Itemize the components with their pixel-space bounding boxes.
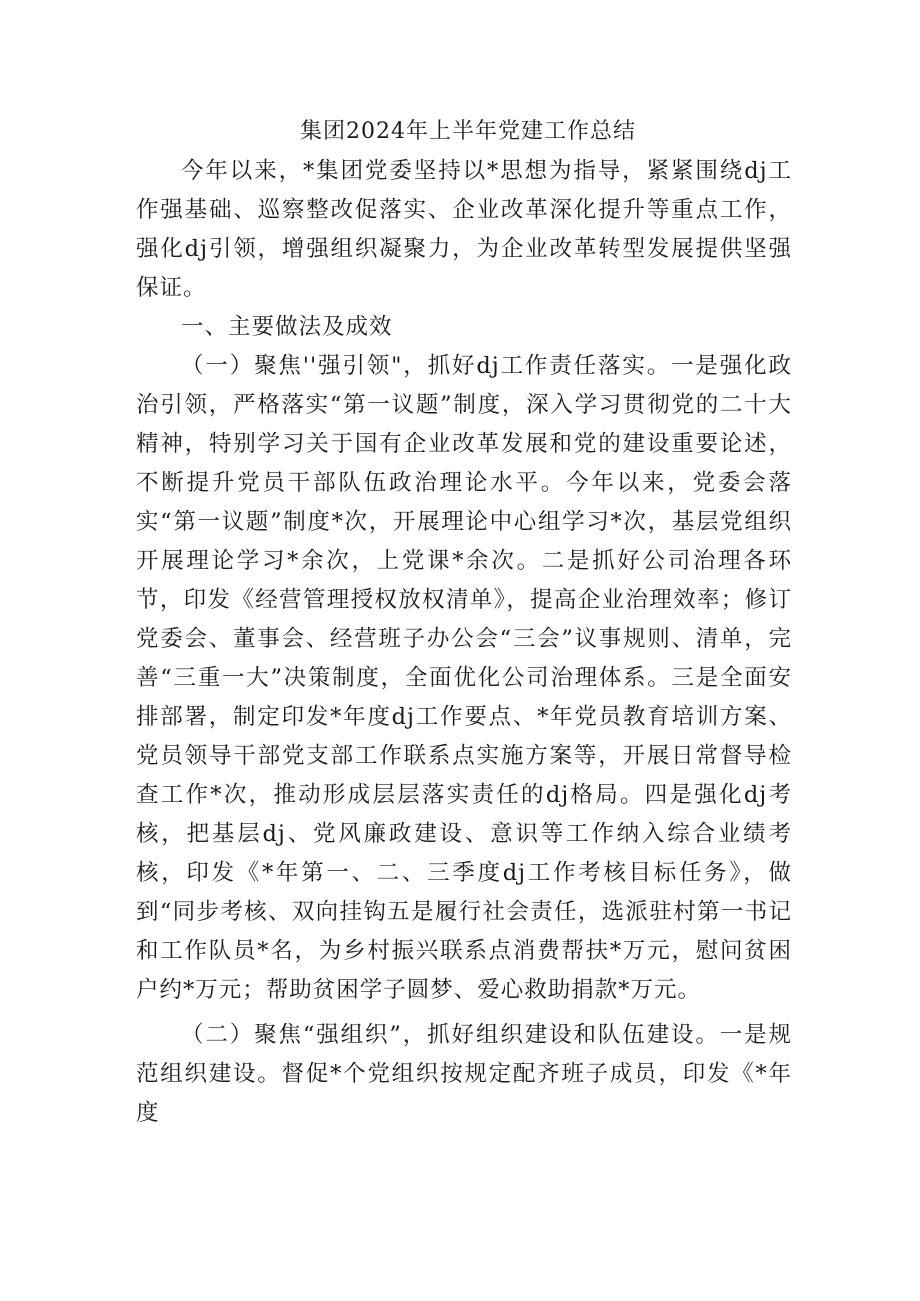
paragraph-organization: （二）聚焦“强组织”，抓好组织建设和队伍建设。一是规范组织建设。督促*个党组织按规定配齐班子成员，印发《*年度 — [136, 1022, 792, 1126]
document-title: 集团2024年上半年党建工作总结 — [300, 119, 636, 144]
section-heading: 一、主要做法及成效 — [181, 314, 393, 340]
paragraph-leadership: （一）聚焦''强引领"，抓好dj工作责任落实。一是强化政治引领，严格落实“第一议题”制度，深入学习贯彻党的二十大精神，特别学习关于国有企业改革发展和党的建设重要论述，不断提升党员干部队伍政治理论水平。今年以来，党委会落实“第一议题”制度*次，开展理论中心组学习*次，基层党组织开展理论学习*余次，上党课*余次。二是抓好公司治理各环节，印发《经营管理授权放权清单》，提高企业治理效率；修订党委会、董事会、经营班子办公会“三会”议事规则、清单，完善“三重一大”决策制度，全面优化公司治理体系。三是全面安排部署，制定印发*年度dj工作要点、*年党员教育培训方案、党员领导干部党支部工作联系点实施方案等，开展日常督导检查工作*次，推动形成层层落实责任的dj格局。四是强化dj考核，把基层dj、党风廉政建设、意识等工作纳入综合业绩考核，印发《*年第一、二、三季度dj工作考核目标任务》，做到“同步考核、双向挂钩五是履行社会责任，选派驻村第一书记和工作队员*名，为乡村振兴联系点消费帮扶*万元，慰问贫困户约*万元；帮助贫困学子圆梦、爱心救助捐款*万元。 — [136, 353, 792, 1003]
intro-paragraph: 今年以来，*集团党委坚持以*思想为指导，紧紧围绕dj工作强基础、巡察整改促落实、企业改革深化提升等重点工作，强化dj引领，增强组织凝聚力，为企业改革转型发展提供坚强保证。 — [136, 158, 792, 301]
